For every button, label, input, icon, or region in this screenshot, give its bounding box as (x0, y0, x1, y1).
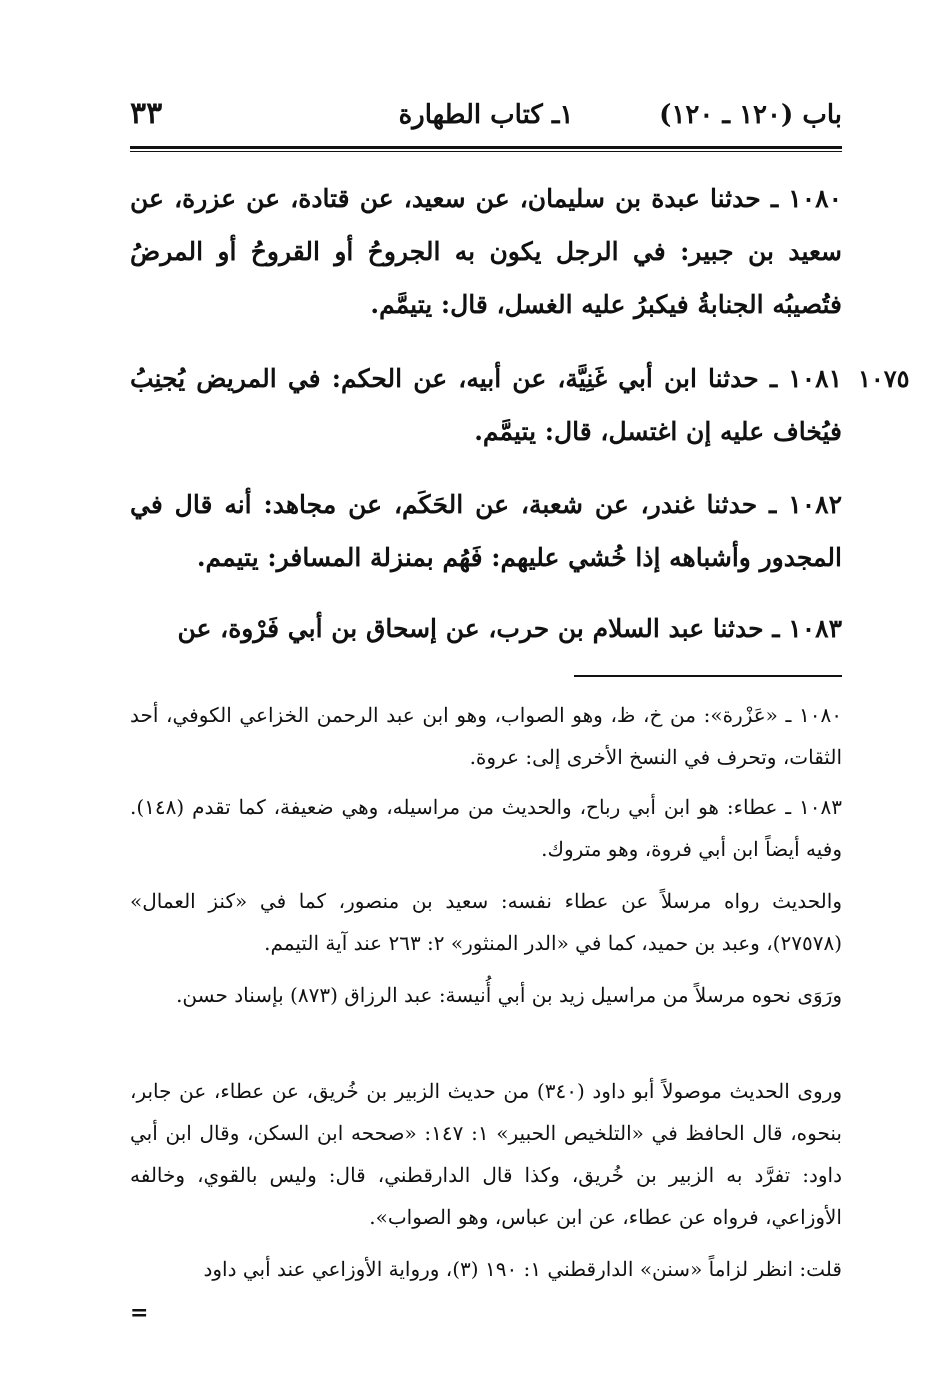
footnote-paragraph: وروى الحديث موصولاً أبو داود (٣٤٠) من حديث الزبير بن خُريق، عن عطاء، عن جابر، بنحوه، قال الحافظ في «التلخيص الحبير» ١: ١٤٧: «صححه ابن السكن، وقال ابن أبي داود: تفرَّد به الزبير بن خُريق، وكذا قال الدارقطني، قال: وليس بالقوي، وخالفه الأوزاعي، فرواه عن عطاء، عن ابن عباس، وهو الصواب». (130, 1079, 843, 1229)
margin-reference-number: ١٠٧٥ (858, 364, 910, 393)
hadith-1080: ١٠٨٠ ـ حدثنا عبدة بن سليمان، عن سعيد، عن قتادة، عن عزرة، عن سعيد بن جبير: في الرجل يكون به الجروحُ أو القروحُ أو المرضُ فتُصيبُه الجنابةُ فيكبرُ عليه الغسل، قال: يتيمَّم. (130, 184, 842, 319)
page-number: ٣٣ (130, 96, 163, 131)
hadith-1082: ١٠٨٢ ـ حدثنا غندر، عن شعبة، عن الحَكَم، عن مجاهد: أنه قال في المجدور وأشباهه إذا خُشي عليهم: فَهُم بمنزلة المسافر: يتيمم. (130, 490, 842, 572)
footnote-paragraph: قلت: انظر لزاماً «سنن» الدارقطني ١: ١٩٠ (٣)، ورواية الأوزاعي عند أبي داود (203, 1257, 842, 1281)
chapter-heading: باب (١٢٠ ـ ١٢٠) (659, 100, 842, 130)
footnote-paragraph: والحديث رواه مرسلاً عن عطاء نفسه: سعيد بن منصور، كما في «كنز العمال» (٢٧٥٧٨)، وعبد بن حميد، كما في «الدر المنثور» ٢: ٢٦٣ عند آية التيمم. (130, 889, 842, 955)
footnote-1083: ١٠٨٣ ـ عطاء: هو ابن أبي رباح، والحديث من مراسيله، وهي ضعيفة، كما تقدم (١٤٨). وفيه أيضاً ابن أبي فروة، وهو متروك. (130, 795, 842, 861)
continuation-mark: = (130, 1300, 149, 1326)
footnote-paragraph: ورَوَى نحوه مرسلاً من مراسيل زيد بن أبي أُنيسة: عبد الرزاق (٨٧٣) بإسناد حسن. (176, 983, 842, 1007)
header-rule (130, 146, 842, 149)
footnote-1080: ١٠٨٠ ـ «عَزْرة»: من خ، ظ، وهو الصواب، وهو ابن عبد الرحمن الخزاعي الكوفي، أحد الثقات، وتحرف في النسخ الأخرى إلى: عروة. (130, 703, 842, 769)
hadith-1083: ١٠٨٣ ـ حدثنا عبد السلام بن حرب، عن إسحاق بن أبي فَرْوة، عن (177, 614, 842, 643)
header-rule-thin (130, 151, 842, 152)
page-header (130, 92, 842, 146)
hadith-1081: ١٠٨١ ـ حدثنا ابن أبي غَنِيَّة، عن أبيه، عن الحكم: في المريض يُجنِبُ فيُخاف عليه إن اغتسل، قال: يتيمَّم. (130, 364, 842, 446)
footnote-separator (574, 675, 842, 677)
book-title: ١ـ كتاب الطهارة (398, 100, 574, 130)
